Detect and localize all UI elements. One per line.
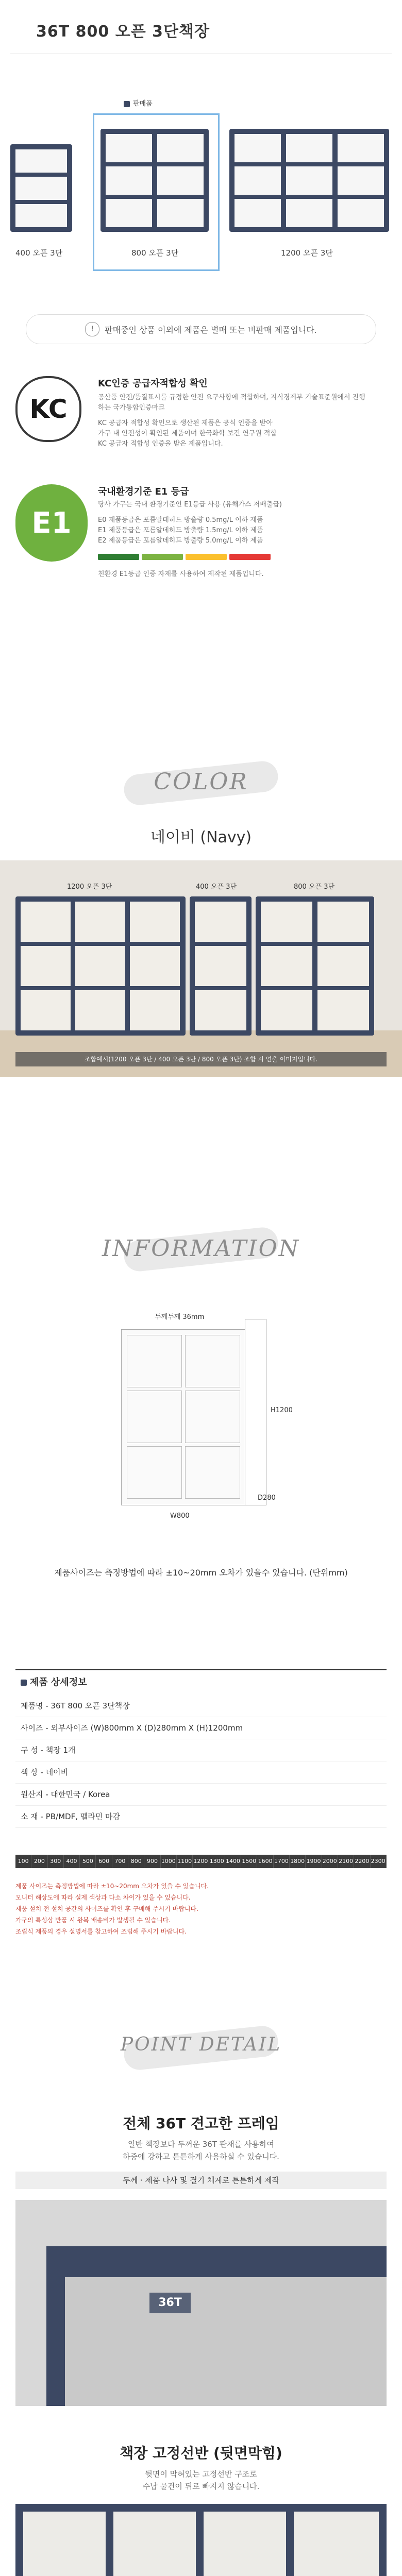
spec-row: 사이즈 - 외부사이즈 (W)800mm X (D)280mm X (H)1200mm <box>15 1717 387 1739</box>
size-strip-cell: 1700 <box>274 1855 290 1868</box>
warning-item: 조립식 제품의 경우 설명서를 참고하여 조립해 주시기 바랍니다. <box>15 1928 187 1935</box>
size-strip-cell: 1600 <box>257 1855 273 1868</box>
kc-line: KC 공급자 적합성 확인으로 생산된 제품은 공식 인증을 받아 <box>98 419 273 427</box>
spec-row: 원산지 - 대한민국 / Korea <box>15 1784 387 1806</box>
kc-title: KC인증 공급자적합성 확인 <box>98 378 208 389</box>
dimension-side <box>245 1319 266 1505</box>
grade-bar <box>142 554 183 560</box>
size-strip-cell: 1500 <box>241 1855 257 1868</box>
grade-bar <box>229 554 271 560</box>
size-strip-cell: 2200 <box>354 1855 370 1868</box>
warning-item: 가구의 특성상 반품 시 왕복 배송비가 발생될 수 있습니다. <box>15 1917 171 1924</box>
variant-image-800[interactable] <box>100 129 209 232</box>
size-strip-cell: 300 <box>48 1855 64 1868</box>
point1-sub: 일반 책장보다 두꺼운 36T 판재를 사용하여 하중에 강하고 튼튼하게 사용하실 수 있습니다. <box>123 2140 279 2161</box>
combo-label: 1200 오픈 3단 <box>67 883 112 891</box>
size-strip-cell: 500 <box>80 1855 96 1868</box>
variant-gallery <box>0 77 402 304</box>
point-heading: POINT DETAIL <box>120 2034 282 2055</box>
point2-photo <box>15 2504 387 2576</box>
spec-row: 색 상 - 네이비 <box>15 1761 387 1784</box>
e1-line: E0 제품등급은 포름알데히드 방출량 0.5mg/L 이하 제품 <box>98 516 263 524</box>
e1-logo: E1 <box>15 484 88 562</box>
square-icon <box>21 1680 27 1686</box>
title-bar <box>0 0 402 57</box>
combo-shelf-800 <box>256 896 374 1036</box>
variant-image-1200[interactable] <box>229 129 389 232</box>
combo-label: 800 오픈 3단 <box>294 883 335 891</box>
size-strip-cell: 1800 <box>290 1855 306 1868</box>
spec-row: 구 성 - 책장 1개 <box>15 1739 387 1761</box>
variant-label-400: 400 오픈 3단 <box>15 248 63 258</box>
info-icon: ! <box>85 322 99 336</box>
e1-line: E2 제품등급은 포름알데히드 방출량 5.0mg/L 이하 제품 <box>98 537 263 545</box>
size-note: 제품사이즈는 측정방법에 따라 ±10~20mm 오차가 있을수 있습니다. (단위mm) <box>54 1568 348 1578</box>
grade-bar <box>186 554 227 560</box>
spec-table <box>15 1669 387 1828</box>
combo-caption: 조합예시(1200 오픈 3단 / 400 오픈 3단 / 800 오픈 3단) 조합 시 연출 이미지입니다. <box>15 1052 387 1066</box>
variant-label-1200: 1200 오픈 3단 <box>281 248 333 258</box>
e1-foot: 친환경 E1등급 인증 자재를 사용하여 제작된 제품입니다. <box>98 570 264 578</box>
kc-text: 공산품 안전/품질표시를 규정한 안전 요구사항에 적합하며, 지식경제부 기술표준원에서 진행하는 국가통합인증마크 <box>98 394 365 412</box>
size-strip-cell: 2100 <box>338 1855 354 1868</box>
spec-row: 소 재 - PB/MDF, 멜라민 마감 <box>15 1806 387 1828</box>
size-strip <box>15 1855 387 1868</box>
dim-width: W800 <box>170 1512 190 1520</box>
spec-heading: 제품 상세정보 <box>15 1670 387 1695</box>
combo-shelf-1200 <box>15 896 186 1036</box>
spec-row: 제품명 - 36T 800 오픈 3단책장 <box>15 1695 387 1717</box>
point2-sub: 뒷면이 막혀있는 고정선반 구조로 수납 물건이 뒤로 빠지지 않습니다. <box>142 2469 260 2491</box>
combo-photo <box>0 860 402 1077</box>
point1-band: 두께 · 제품 나사 및 결기 체계로 튼튼하게 제작 <box>15 2172 387 2189</box>
color-heading: COLOR <box>154 769 248 795</box>
size-strip-cell: 100 <box>15 1855 31 1868</box>
size-strip-cell: 800 <box>128 1855 144 1868</box>
warning-item: 모니터 해상도에 따라 실제 색상과 다소 차이가 있을 수 있습니다. <box>15 1894 191 1901</box>
e1-title: 국내환경기준 E1 등급 <box>98 486 189 497</box>
kc-logo: KC <box>15 376 81 442</box>
size-strip-cell: 900 <box>144 1855 160 1868</box>
selected-tag: 판매품 <box>124 98 153 108</box>
e1-text: 당사 가구는 국내 환경기준인 E1등급 사용 (유해가스 저배출급) <box>98 501 282 509</box>
color-name: 네이비 (Navy) <box>150 828 252 846</box>
size-strip-cell: 1100 <box>177 1855 193 1868</box>
combo-shelf-400 <box>190 896 252 1036</box>
thickness-badge: 36T <box>149 2293 191 2313</box>
variant-notice: ! 판매중인 상품 이외에 제품은 별매 또는 비판매 제품입니다. <box>26 314 376 344</box>
grade-bar <box>98 554 139 560</box>
dim-thickness: 두께두께 36mm <box>155 1313 205 1321</box>
kc-cert <box>15 376 387 469</box>
dim-height: H1200 <box>271 1406 293 1414</box>
variant-label-800: 800 오픈 3단 <box>131 248 179 258</box>
warning-item: 제품 사이즈는 측정방법에 따라 ±10~20mm 오차가 있을 수 있습니다. <box>15 1883 209 1890</box>
size-strip-cell: 1200 <box>193 1855 209 1868</box>
size-strip-cell: 700 <box>112 1855 128 1868</box>
variant-image-400[interactable] <box>10 144 72 232</box>
point1-photo <box>15 2200 387 2406</box>
kc-line: 가구 내 안전성이 확인된 제품이며 한국화학 보건 연구원 적합 <box>98 430 277 437</box>
point1-title: 전체 36T 견고한 프레임 <box>123 2115 279 2132</box>
warning-list <box>15 1880 387 1937</box>
square-icon <box>124 101 130 107</box>
size-strip-cell: 1000 <box>161 1855 177 1868</box>
page-title: 36T 800 오픈 3단책장 <box>36 23 210 41</box>
dim-depth: D280 <box>258 1494 276 1502</box>
e1-line: E1 제품등급은 포름알데히드 방출량 1.5mg/L 이하 제품 <box>98 527 263 534</box>
info-heading: INFORMATION <box>102 1235 300 1262</box>
kc-line: KC 공급자 적합성 인증을 받은 제품입니다. <box>98 440 223 448</box>
size-strip-cell: 1900 <box>306 1855 322 1868</box>
e1-cert <box>15 484 387 608</box>
size-strip-cell: 200 <box>31 1855 47 1868</box>
warning-item: 제품 설치 전 설치 공간의 사이즈를 확인 후 구매해 주시기 바랍니다. <box>15 1905 198 1912</box>
size-strip-cell: 1300 <box>209 1855 225 1868</box>
size-strip-cell: 400 <box>64 1855 80 1868</box>
combo-label: 400 오픈 3단 <box>196 883 237 891</box>
size-strip-cell: 2000 <box>322 1855 338 1868</box>
size-strip-cell: 1400 <box>225 1855 241 1868</box>
point2-title: 책장 고정선반 (뒷면막힘) <box>120 2445 282 2462</box>
size-strip-cell: 600 <box>96 1855 112 1868</box>
dimension-drawing <box>121 1329 246 1505</box>
size-strip-cell: 2300 <box>371 1855 387 1868</box>
